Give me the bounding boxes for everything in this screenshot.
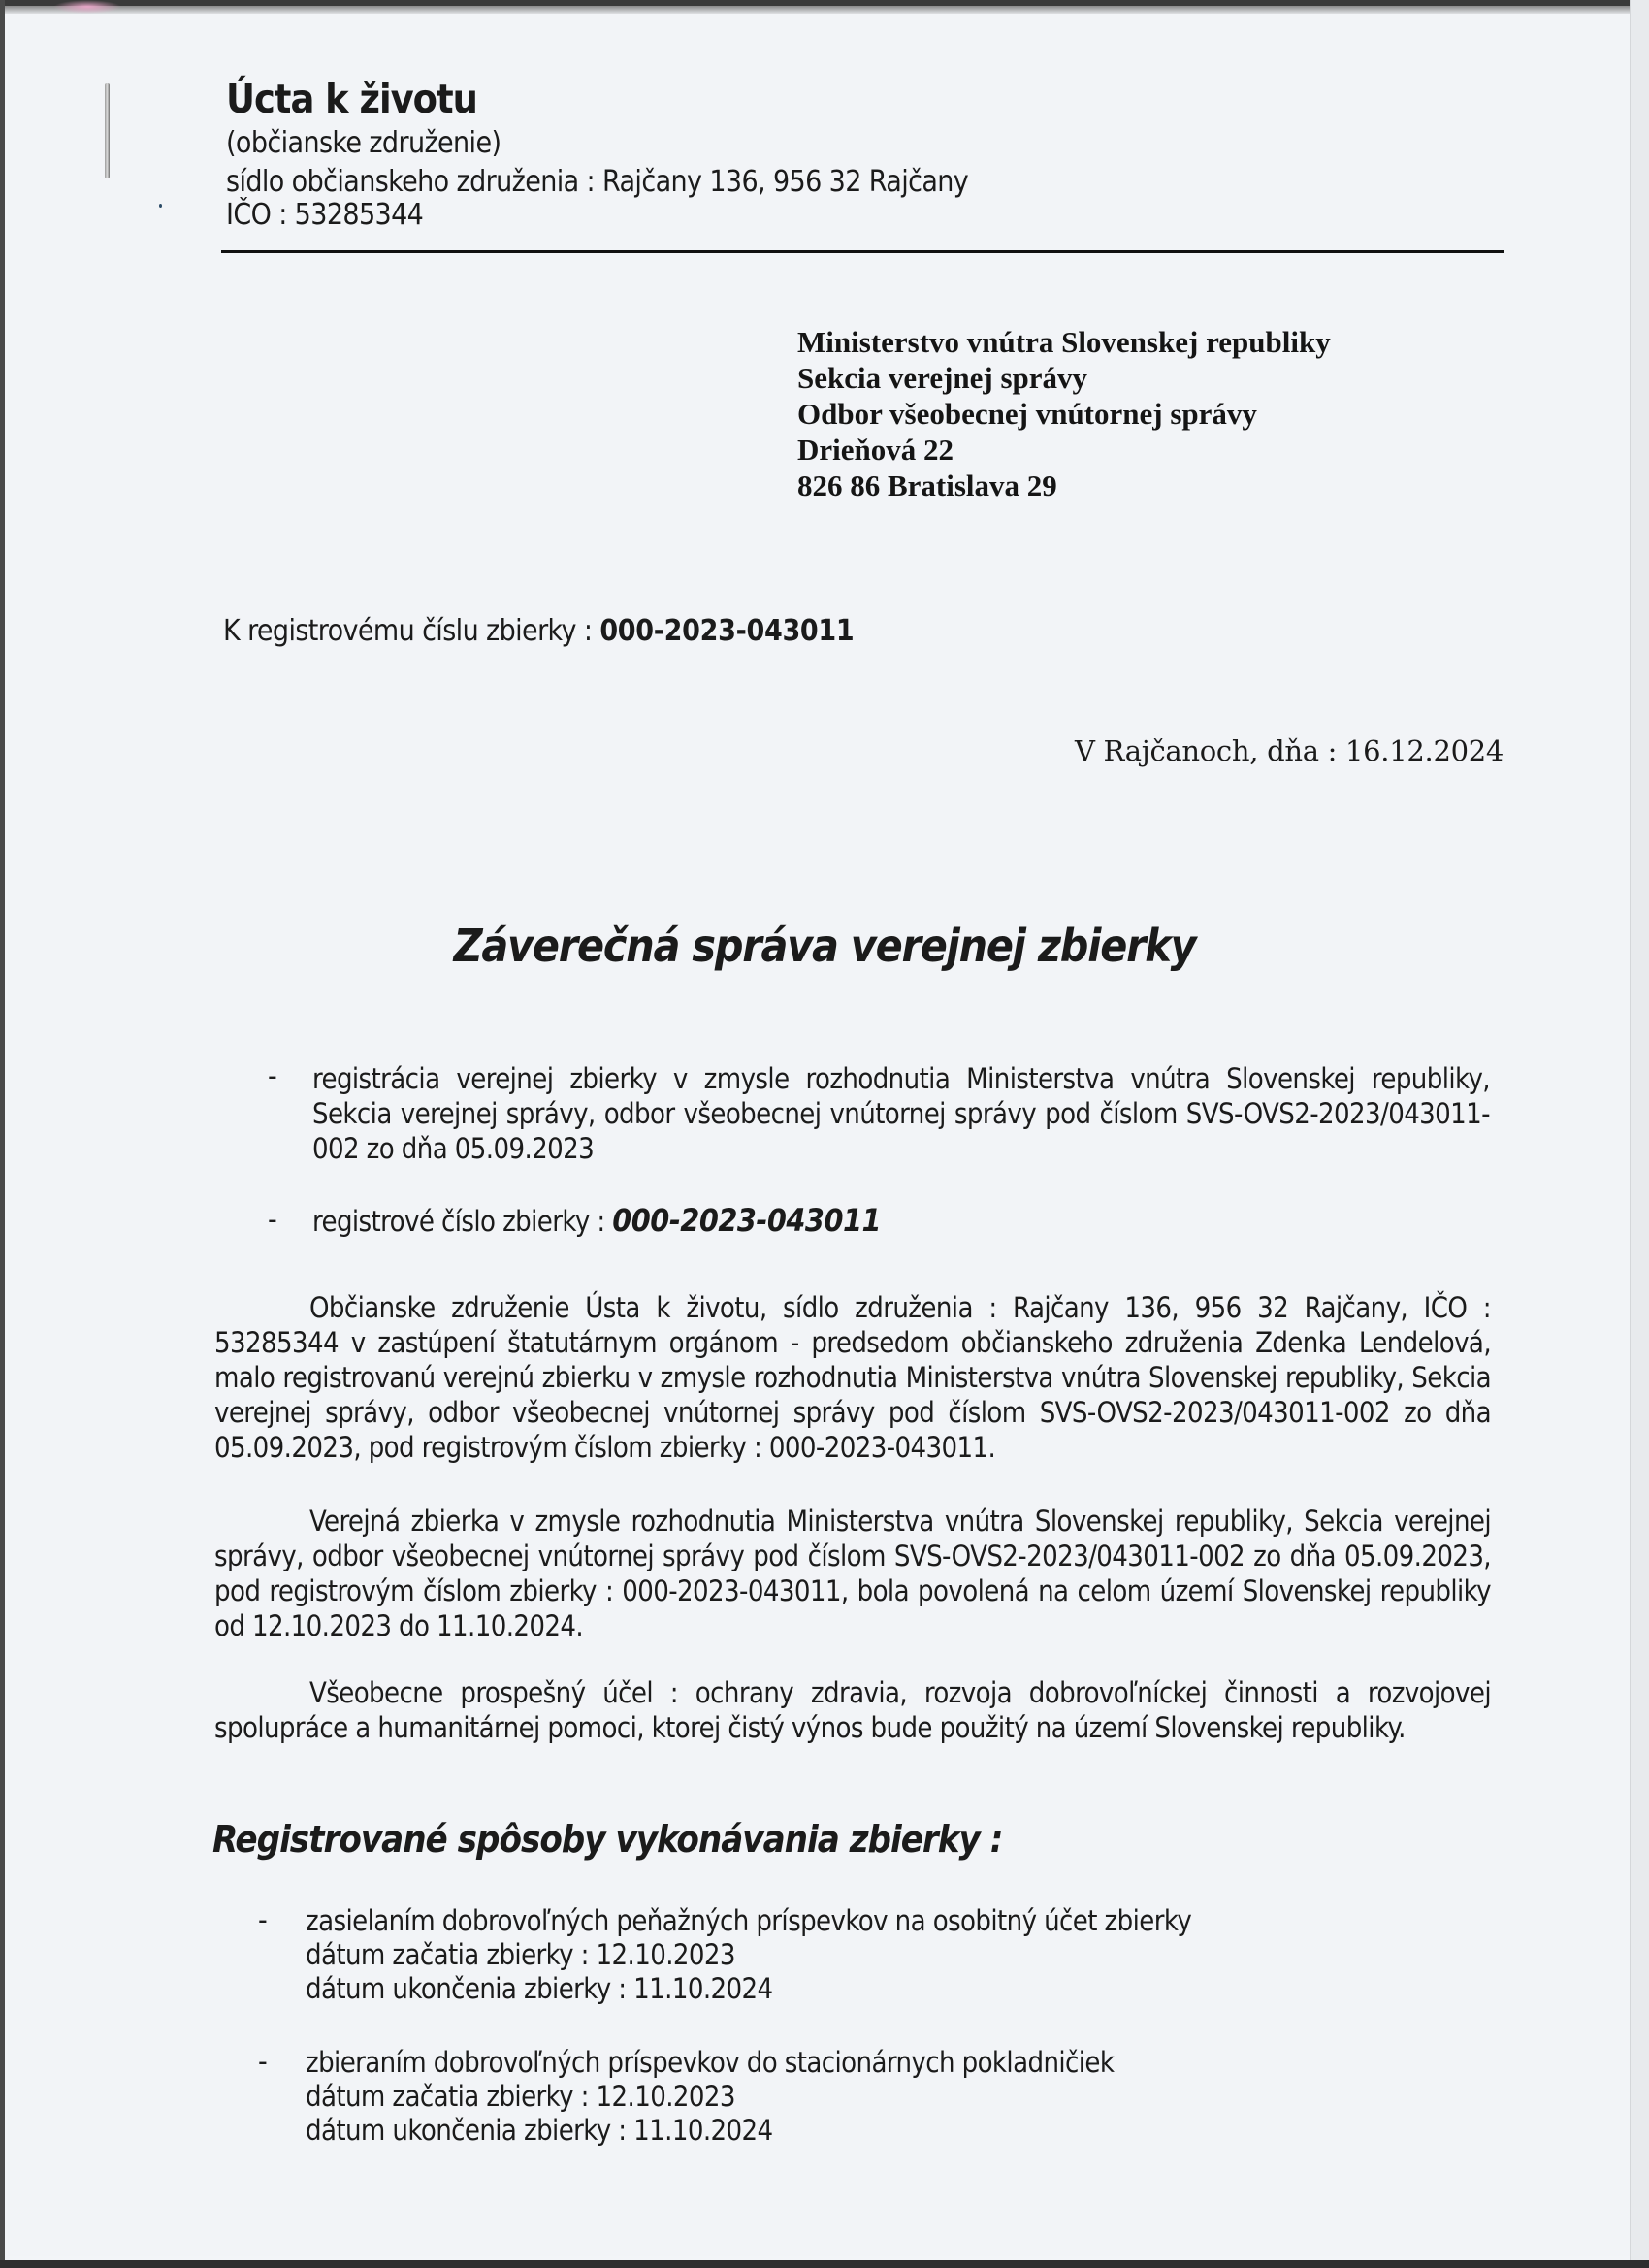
scan-edge-left [0, 0, 5, 2268]
reference-number: 000-2023-043011 [599, 614, 855, 648]
recipient-line: 826 86 Bratislava 29 [797, 469, 1057, 502]
paragraph-permission [214, 1504, 1491, 1643]
methods-heading: Registrované spôsoby vykonávania zbierky : [212, 1818, 1003, 1861]
letterhead-rule [221, 250, 1504, 253]
reference-line [223, 614, 854, 648]
org-seat: sídlo občianskeho združenia : Rajčany 136, 956 32 Rajčany [226, 165, 969, 199]
org-name: Úcta k životu [226, 76, 477, 122]
method-start-date: dátum začatia zbierky : 12.10.2023 [306, 2080, 735, 2113]
paragraph-text: Občianske združenie Ústa k životu, sídlo združenia : Rajčany 136, 956 32 Rajčany, IČO : 53285344 v zastúpení štatutárnym orgánom - predsedom občianskeho združenia Zdenka Lendelová, malo registrovanú verejnú zbierku v zmysle rozhodnutia Ministerstva vnútra Slovenskej republiky, Sekcia verejnej správy, odbor všeobecnej vnútornej správy pod číslom SVS-OVS2-2023/043011-002 zo dňa 05.09.2023, pod registrovým číslom zbierky : 000-2023-043011. [214, 1291, 1491, 1464]
place-date: V Rajčanoch, dňa : 16.12.2024 [1075, 734, 1504, 767]
recipient-line: Ministerstvo vnútra Slovenskej republiky [797, 325, 1331, 359]
method-end-date: dátum ukončenia zbierky : 11.10.2024 [306, 1972, 773, 2005]
registration-number-bullet [312, 1203, 881, 1239]
method-description: zbieraním dobrovoľných príspevkov do stacionárnych pokladničiek [306, 2046, 1115, 2079]
method-item-collection-boxes [306, 2046, 1114, 2148]
bullet-dash: - [258, 2045, 268, 2079]
scan-margin-right [1630, 0, 1649, 2268]
org-type: (občianske združenie) [226, 126, 501, 160]
paragraph-text: Verejná zbierka v zmysle rozhodnutia Ministerstva vnútra Slovenskej republiky, Sekcia verejnej správy, odbor všeobecnej vnútornej správy pod číslom SVS-OVS2-2023/043011-002 zo dňa 05.09.2023, pod registrovým číslom zbierky : 000-2023-043011, bola povolená na celom území Slovenskej republiky od 12.10.2023 do 11.10.2024. [214, 1505, 1491, 1642]
registration-number-label: registrové číslo zbierky : [312, 1205, 613, 1238]
scan-edge-bottom [0, 2260, 1649, 2268]
bullet-dash: - [268, 1059, 277, 1093]
bullet-dash: - [258, 1903, 268, 1937]
recipient-line: Odbor všeobecnej vnútornej správy [797, 397, 1257, 431]
registration-bullet: registrácia verejnej zbierky v zmysle rozhodnutia Ministerstva vnútra Slovenskej republiky, Sekcia verejnej správy, odbor všeobecnej vnútornej správy pod číslom SVS-OVS2-2023/043011-002 zo dňa 05.09.2023 [312, 1062, 1490, 1165]
registration-number-value: 000-2023-043011 [612, 1202, 882, 1239]
ink-smudge [53, 0, 121, 14]
reference-label: K registrovému číslu zbierky : [223, 614, 600, 648]
method-end-date: dátum ukončenia zbierky : 11.10.2024 [306, 2114, 773, 2147]
paragraph-association [214, 1290, 1491, 1465]
scan-shadow-top [0, 6, 1649, 14]
recipient-line: Drieňová 22 [797, 433, 954, 467]
paragraph-purpose [214, 1675, 1491, 1745]
method-start-date: dátum začatia zbierky : 12.10.2023 [306, 1938, 735, 1971]
org-ico: IČO : 53285344 [226, 198, 424, 232]
recipient-address [797, 324, 1331, 503]
recipient-line: Sekcia verejnej správy [797, 361, 1088, 395]
bullet-dash: - [268, 1203, 277, 1237]
paragraph-text: Všeobecne prospešný účel : ochrany zdravia, rozvoja dobrovoľníckej činnosti a rozvojovej spolupráce a humanitárnej pomoci, ktorej čistý výnos bude použitý na území Slovenskej republiky. [214, 1676, 1491, 1744]
method-item-bank-transfer [306, 1904, 1191, 2006]
ink-dot [159, 204, 162, 208]
method-description: zasielaním dobrovoľných peňažných príspevkov na osobitný účet zbierky [306, 1904, 1192, 1937]
staple-mark [105, 83, 110, 178]
document-title: Záverečná správa verejnej zbierky [453, 920, 1196, 972]
